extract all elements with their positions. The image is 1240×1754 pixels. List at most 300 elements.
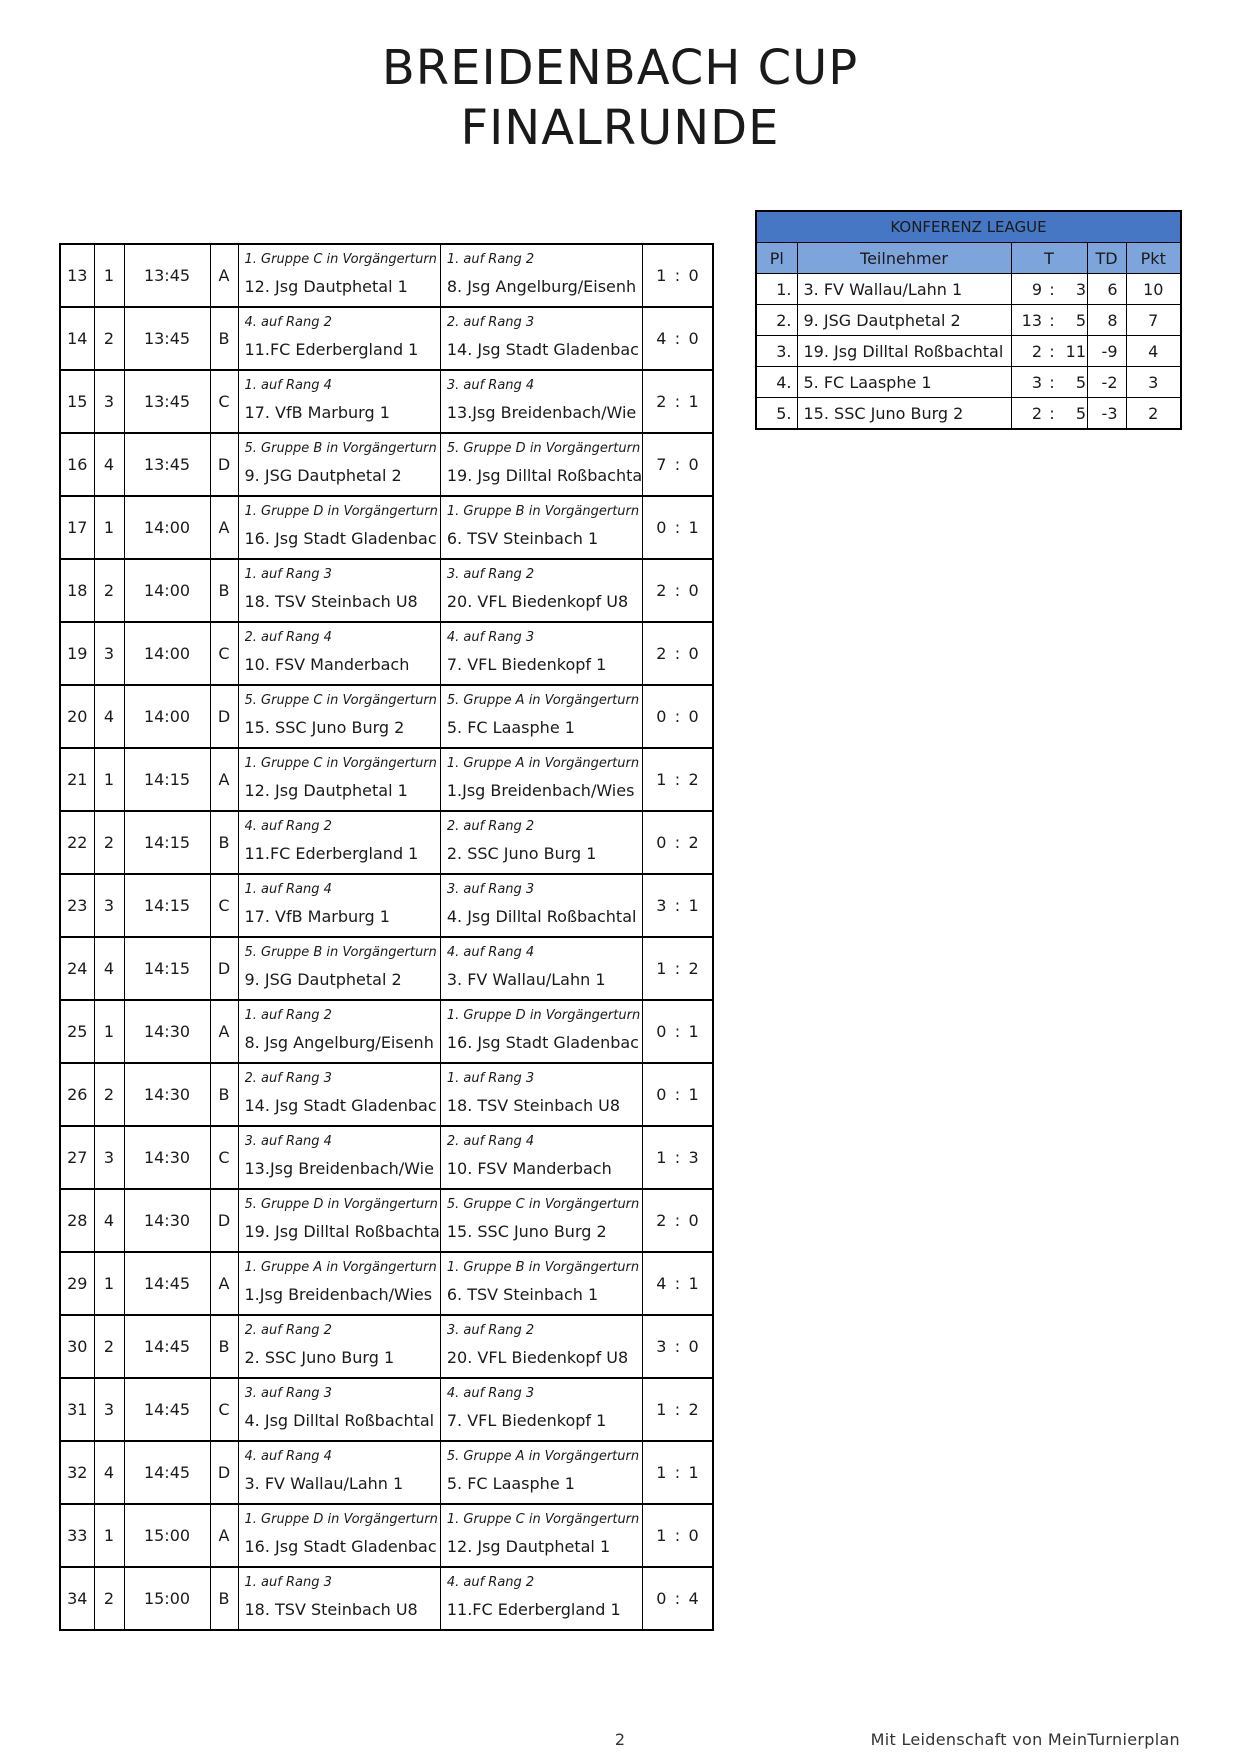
score-home: 1 [656, 1148, 667, 1167]
away-team-cell [440, 874, 642, 937]
match-time: 14:30 [124, 1000, 210, 1063]
home-team-name: 17. VfB Marburg 1 [244, 403, 390, 422]
score-home: 7 [656, 455, 667, 474]
match-row [60, 1441, 713, 1504]
home-team-name: 11.FC Ederbergland 1 [244, 844, 419, 863]
away-team-origin: 5. Gruppe C in Vorgängerturn [446, 1197, 640, 1212]
away-team-cell [440, 1000, 642, 1063]
score-separator: : [674, 1337, 681, 1356]
away-team-cell [440, 307, 642, 370]
field-number: 2 [94, 1567, 124, 1630]
score-home: 1 [656, 1526, 667, 1545]
title-line-2: FINALRUNDE [460, 100, 780, 156]
away-team-name: 7. VFL Biedenkopf 1 [446, 655, 607, 674]
field-number: 1 [94, 1252, 124, 1315]
away-team-origin: 1. auf Rang 3 [446, 1071, 535, 1086]
away-team-origin: 3. auf Rang 4 [446, 378, 535, 393]
score-home: 0 [656, 518, 667, 537]
match-number: 28 [60, 1189, 94, 1252]
away-team-cell [440, 1189, 642, 1252]
standings-team: 9. JSG Dautphetal 2 [797, 305, 1011, 336]
match-score [643, 307, 713, 370]
match-number: 32 [60, 1441, 94, 1504]
home-team-name: 12. Jsg Dautphetal 1 [244, 277, 408, 296]
score-separator: : [674, 833, 681, 852]
home-team-origin: 4. auf Rang 2 [244, 315, 332, 330]
match-score [643, 1063, 713, 1126]
match-time: 14:15 [124, 811, 210, 874]
score-home: 3 [656, 1337, 667, 1356]
league-title: KONFERENZ LEAGUE [756, 211, 1181, 243]
score-separator: : [674, 770, 681, 789]
score-separator: : [674, 329, 681, 348]
standings-points: 3 [1126, 367, 1181, 398]
goals-for: 2 [1031, 341, 1042, 361]
score-separator: : [674, 707, 681, 726]
home-team-origin: 2. auf Rang 4 [244, 630, 332, 645]
away-team-cell [440, 559, 642, 622]
away-team-name: 19. Jsg Dilltal Roßbachta [446, 466, 643, 485]
home-team-name: 16. Jsg Stadt Gladenbac [244, 1537, 437, 1556]
away-team-cell [440, 1441, 642, 1504]
match-number: 19 [60, 622, 94, 685]
field-number: 1 [94, 1504, 124, 1567]
match-score [643, 748, 713, 811]
home-team-cell [238, 1252, 440, 1315]
home-team-origin: 3. auf Rang 4 [244, 1134, 332, 1149]
match-row [60, 1126, 713, 1189]
score-home: 2 [656, 581, 667, 600]
away-team-name: 15. SSC Juno Burg 2 [446, 1222, 607, 1241]
standings-position: 4. [756, 367, 797, 398]
home-team-name: 4. Jsg Dilltal Roßbachtal [244, 1411, 435, 1430]
match-score [643, 244, 713, 307]
match-time: 14:30 [124, 1063, 210, 1126]
standings-goal-difference: -9 [1087, 336, 1126, 367]
match-score [643, 685, 713, 748]
score-home: 1 [656, 770, 667, 789]
match-group: D [210, 685, 238, 748]
away-team-name: 18. TSV Steinbach U8 [446, 1096, 621, 1115]
league-standings-body [756, 274, 1181, 430]
match-time: 14:00 [124, 685, 210, 748]
score-separator: : [674, 266, 681, 285]
away-team-name: 5. FC Laasphe 1 [446, 1474, 575, 1493]
match-time: 14:45 [124, 1252, 210, 1315]
away-team-name: 16. Jsg Stadt Gladenbac [446, 1033, 639, 1052]
match-time: 14:30 [124, 1126, 210, 1189]
page-number: 2 [614, 1730, 626, 1749]
match-score [643, 1567, 713, 1630]
standings-row [756, 367, 1181, 398]
standings-row [756, 398, 1181, 430]
goals-against: 11 [1065, 341, 1086, 361]
score-separator: : [674, 1085, 681, 1104]
match-number: 15 [60, 370, 94, 433]
home-team-cell [238, 1189, 440, 1252]
home-team-cell [238, 937, 440, 1000]
field-number: 3 [94, 874, 124, 937]
match-score [643, 1504, 713, 1567]
home-team-origin: 1. Gruppe D in Vorgängerturn [244, 1512, 438, 1527]
score-separator: : [674, 1148, 681, 1167]
match-row [60, 1000, 713, 1063]
match-number: 31 [60, 1378, 94, 1441]
match-group: A [210, 748, 238, 811]
match-number: 17 [60, 496, 94, 559]
home-team-origin: 1. auf Rang 3 [244, 1575, 332, 1590]
match-group: A [210, 1504, 238, 1567]
away-team-origin: 2. auf Rang 2 [446, 819, 535, 834]
home-team-origin: 1. auf Rang 4 [244, 882, 332, 897]
field-number: 1 [94, 748, 124, 811]
match-number: 27 [60, 1126, 94, 1189]
home-team-name: 3. FV Wallau/Lahn 1 [244, 1474, 404, 1493]
score-away: 0 [688, 1211, 699, 1230]
goals-separator: : [1049, 341, 1055, 361]
away-team-origin: 1. auf Rang 2 [446, 252, 535, 267]
field-number: 4 [94, 685, 124, 748]
goals-separator: : [1049, 310, 1055, 330]
score-home: 1 [656, 959, 667, 978]
goals-separator: : [1049, 372, 1055, 392]
home-team-cell [238, 874, 440, 937]
match-time: 14:15 [124, 937, 210, 1000]
score-home: 1 [656, 1400, 667, 1419]
standings-goal-difference: -2 [1087, 367, 1126, 398]
home-team-cell [238, 1441, 440, 1504]
match-time: 13:45 [124, 433, 210, 496]
field-number: 2 [94, 811, 124, 874]
match-row [60, 370, 713, 433]
away-team-origin: 4. auf Rang 3 [446, 630, 535, 645]
home-team-name: 8. Jsg Angelburg/Eisenh [244, 1033, 434, 1052]
score-home: 3 [656, 896, 667, 915]
match-score [643, 1189, 713, 1252]
home-team-name: 17. VfB Marburg 1 [244, 907, 390, 926]
standings-team: 3. FV Wallau/Lahn 1 [797, 274, 1011, 305]
goals-for: 2 [1031, 403, 1042, 423]
standings-goals [1011, 398, 1087, 430]
match-time: 14:45 [124, 1315, 210, 1378]
page-title [0, 38, 1240, 158]
field-number: 3 [94, 1378, 124, 1441]
home-team-name: 18. TSV Steinbach U8 [244, 592, 418, 611]
match-time: 15:00 [124, 1504, 210, 1567]
score-separator: : [674, 896, 681, 915]
goals-against: 3 [1075, 279, 1086, 299]
match-group: C [210, 370, 238, 433]
field-number: 1 [94, 496, 124, 559]
away-team-cell [440, 811, 642, 874]
match-schedule-table [59, 243, 714, 1631]
goals-for: 3 [1031, 372, 1042, 392]
away-team-origin: 3. auf Rang 2 [446, 1323, 535, 1338]
score-away: 2 [688, 770, 699, 789]
score-away: 1 [688, 1463, 699, 1482]
match-time: 13:45 [124, 370, 210, 433]
field-number: 1 [94, 244, 124, 307]
home-team-name: 14. Jsg Stadt Gladenbac [244, 1096, 437, 1115]
header-pkt: Pkt [1126, 243, 1181, 274]
match-row [60, 685, 713, 748]
score-home: 0 [656, 1589, 667, 1608]
home-team-origin: 1. Gruppe A in Vorgängerturn [244, 1260, 437, 1275]
home-team-name: 10. FSV Manderbach [244, 655, 410, 674]
field-number: 4 [94, 1189, 124, 1252]
away-team-origin: 1. Gruppe C in Vorgängerturn [446, 1512, 640, 1527]
away-team-name: 20. VFL Biedenkopf U8 [446, 1348, 629, 1367]
home-team-cell [238, 1315, 440, 1378]
home-team-origin: 1. auf Rang 3 [244, 567, 332, 582]
away-team-origin: 1. Gruppe A in Vorgängerturn [446, 756, 640, 771]
away-team-name: 2. SSC Juno Burg 1 [446, 844, 597, 863]
score-away: 1 [688, 518, 699, 537]
header-t: T [1011, 243, 1087, 274]
match-time: 14:15 [124, 748, 210, 811]
league-standings-table [755, 210, 1182, 430]
away-team-cell [440, 1378, 642, 1441]
away-team-cell [440, 622, 642, 685]
score-home: 4 [656, 1274, 667, 1293]
score-separator: : [674, 1463, 681, 1482]
match-number: 33 [60, 1504, 94, 1567]
match-score [643, 1315, 713, 1378]
goals-against: 5 [1075, 403, 1086, 423]
match-number: 23 [60, 874, 94, 937]
score-away: 1 [688, 896, 699, 915]
match-number: 21 [60, 748, 94, 811]
score-separator: : [674, 518, 681, 537]
score-away: 0 [688, 707, 699, 726]
match-row [60, 811, 713, 874]
match-score [643, 1378, 713, 1441]
away-team-name: 14. Jsg Stadt Gladenbac [446, 340, 639, 359]
standings-goals [1011, 367, 1087, 398]
header-team: Teilnehmer [797, 243, 1011, 274]
field-number: 3 [94, 370, 124, 433]
match-time: 13:45 [124, 307, 210, 370]
away-team-name: 6. TSV Steinbach 1 [446, 1285, 599, 1304]
match-number: 16 [60, 433, 94, 496]
away-team-origin: 5. Gruppe A in Vorgängerturn [446, 693, 640, 708]
home-team-cell [238, 685, 440, 748]
score-away: 0 [688, 581, 699, 600]
match-score [643, 874, 713, 937]
goals-for: 9 [1031, 279, 1042, 299]
field-number: 4 [94, 937, 124, 1000]
away-team-origin: 5. Gruppe A in Vorgängerturn [446, 1449, 640, 1464]
match-score [643, 559, 713, 622]
standings-team: 19. Jsg Dilltal Roßbachtal [797, 336, 1011, 367]
away-team-cell [440, 937, 642, 1000]
score-away: 1 [688, 392, 699, 411]
standings-position: 3. [756, 336, 797, 367]
away-team-cell [440, 496, 642, 559]
match-row [60, 307, 713, 370]
home-team-origin: 1. Gruppe C in Vorgängerturn [244, 252, 437, 267]
home-team-cell [238, 1126, 440, 1189]
match-number: 26 [60, 1063, 94, 1126]
home-team-origin: 4. auf Rang 2 [244, 819, 332, 834]
home-team-name: 13.Jsg Breidenbach/Wie [244, 1159, 434, 1178]
field-number: 3 [94, 622, 124, 685]
standings-points: 7 [1126, 305, 1181, 336]
away-team-cell [440, 1252, 642, 1315]
standings-points: 2 [1126, 398, 1181, 430]
field-number: 1 [94, 1000, 124, 1063]
score-home: 0 [656, 833, 667, 852]
score-separator: : [674, 644, 681, 663]
away-team-cell [440, 748, 642, 811]
standings-row [756, 274, 1181, 305]
score-separator: : [674, 1400, 681, 1419]
field-number: 2 [94, 1315, 124, 1378]
match-row [60, 433, 713, 496]
away-team-name: 13.Jsg Breidenbach/Wie [446, 403, 637, 422]
match-row [60, 559, 713, 622]
match-row [60, 1315, 713, 1378]
home-team-name: 18. TSV Steinbach U8 [244, 1600, 418, 1619]
away-team-name: 20. VFL Biedenkopf U8 [446, 592, 629, 611]
match-row [60, 748, 713, 811]
score-away: 4 [688, 1589, 699, 1608]
match-group: B [210, 1315, 238, 1378]
score-away: 0 [688, 644, 699, 663]
match-group: C [210, 1378, 238, 1441]
standings-goal-difference: 8 [1087, 305, 1126, 336]
standings-goal-difference: 6 [1087, 274, 1126, 305]
home-team-origin: 5. Gruppe C in Vorgängerturn [244, 693, 437, 708]
field-number: 4 [94, 1441, 124, 1504]
home-team-name: 19. Jsg Dilltal Roßbachta [244, 1222, 440, 1241]
home-team-origin: 5. Gruppe D in Vorgängerturn [244, 1197, 438, 1212]
away-team-name: 7. VFL Biedenkopf 1 [446, 1411, 607, 1430]
score-away: 1 [688, 1085, 699, 1104]
score-away: 1 [688, 1274, 699, 1293]
away-team-name: 8. Jsg Angelburg/Eisenh [446, 277, 637, 296]
score-separator: : [674, 1526, 681, 1545]
home-team-cell [238, 1063, 440, 1126]
away-team-cell [440, 433, 642, 496]
away-team-cell [440, 1126, 642, 1189]
standings-points: 10 [1126, 274, 1181, 305]
home-team-origin: 5. Gruppe B in Vorgängerturn [244, 945, 437, 960]
match-group: B [210, 1063, 238, 1126]
home-team-origin: 2. auf Rang 3 [244, 1071, 332, 1086]
away-team-name: 1.Jsg Breidenbach/Wies [446, 781, 635, 800]
standings-goals [1011, 274, 1087, 305]
match-score [643, 811, 713, 874]
home-team-cell [238, 496, 440, 559]
goals-separator: : [1049, 403, 1055, 423]
home-team-cell [238, 1378, 440, 1441]
match-row [60, 1567, 713, 1630]
match-row [60, 1063, 713, 1126]
goals-against: 5 [1075, 310, 1086, 330]
home-team-cell [238, 1000, 440, 1063]
away-team-origin: 4. auf Rang 4 [446, 945, 535, 960]
away-team-cell [440, 370, 642, 433]
home-team-origin: 1. auf Rang 2 [244, 1008, 332, 1023]
away-team-cell [440, 244, 642, 307]
score-separator: : [674, 1589, 681, 1608]
match-group: C [210, 874, 238, 937]
score-away: 0 [688, 266, 699, 285]
field-number: 4 [94, 433, 124, 496]
away-team-name: 10. FSV Manderbach [446, 1159, 612, 1178]
away-team-name: 5. FC Laasphe 1 [446, 718, 575, 737]
header-pl: Pl [756, 243, 797, 274]
score-away: 3 [688, 1148, 699, 1167]
away-team-origin: 4. auf Rang 2 [446, 1575, 535, 1590]
score-separator: : [674, 959, 681, 978]
home-team-name: 15. SSC Juno Burg 2 [244, 718, 405, 737]
away-team-cell [440, 1504, 642, 1567]
score-home: 0 [656, 1085, 667, 1104]
match-number: 34 [60, 1567, 94, 1630]
score-home: 2 [656, 1211, 667, 1230]
home-team-origin: 1. Gruppe C in Vorgängerturn [244, 756, 437, 771]
match-number: 13 [60, 244, 94, 307]
score-home: 4 [656, 329, 667, 348]
match-score [643, 937, 713, 1000]
match-row [60, 1504, 713, 1567]
match-group: A [210, 1000, 238, 1063]
standings-row [756, 305, 1181, 336]
home-team-cell [238, 559, 440, 622]
home-team-origin: 3. auf Rang 3 [244, 1386, 332, 1401]
footer-credit: Mit Leidenschaft von MeinTurnierplan [870, 1730, 1180, 1749]
standings-team: 5. FC Laasphe 1 [797, 367, 1011, 398]
standings-goals [1011, 305, 1087, 336]
match-time: 14:00 [124, 559, 210, 622]
away-team-origin: 4. auf Rang 3 [446, 1386, 535, 1401]
match-time: 14:45 [124, 1441, 210, 1504]
score-away: 2 [688, 833, 699, 852]
home-team-cell [238, 622, 440, 685]
away-team-cell [440, 685, 642, 748]
goals-separator: : [1049, 279, 1055, 299]
score-home: 1 [656, 266, 667, 285]
match-time: 14:15 [124, 874, 210, 937]
away-team-name: 3. FV Wallau/Lahn 1 [446, 970, 606, 989]
home-team-name: 1.Jsg Breidenbach/Wies [244, 1285, 433, 1304]
away-team-origin: 2. auf Rang 4 [446, 1134, 535, 1149]
score-away: 2 [688, 959, 699, 978]
away-team-origin: 2. auf Rang 3 [446, 315, 535, 330]
field-number: 3 [94, 1126, 124, 1189]
match-number: 29 [60, 1252, 94, 1315]
score-away: 0 [688, 455, 699, 474]
match-time: 14:30 [124, 1189, 210, 1252]
away-team-origin: 1. Gruppe D in Vorgängerturn [446, 1008, 641, 1023]
match-score [643, 370, 713, 433]
away-team-origin: 5. Gruppe D in Vorgängerturn [446, 441, 641, 456]
match-score [643, 1252, 713, 1315]
match-schedule-body [60, 244, 713, 1630]
score-away: 1 [688, 1022, 699, 1041]
home-team-cell [238, 1504, 440, 1567]
standings-position: 2. [756, 305, 797, 336]
home-team-cell [238, 748, 440, 811]
home-team-cell [238, 307, 440, 370]
match-number: 25 [60, 1000, 94, 1063]
home-team-name: 11.FC Ederbergland 1 [244, 340, 419, 359]
match-number: 22 [60, 811, 94, 874]
match-group: D [210, 1441, 238, 1504]
score-home: 1 [656, 1463, 667, 1482]
